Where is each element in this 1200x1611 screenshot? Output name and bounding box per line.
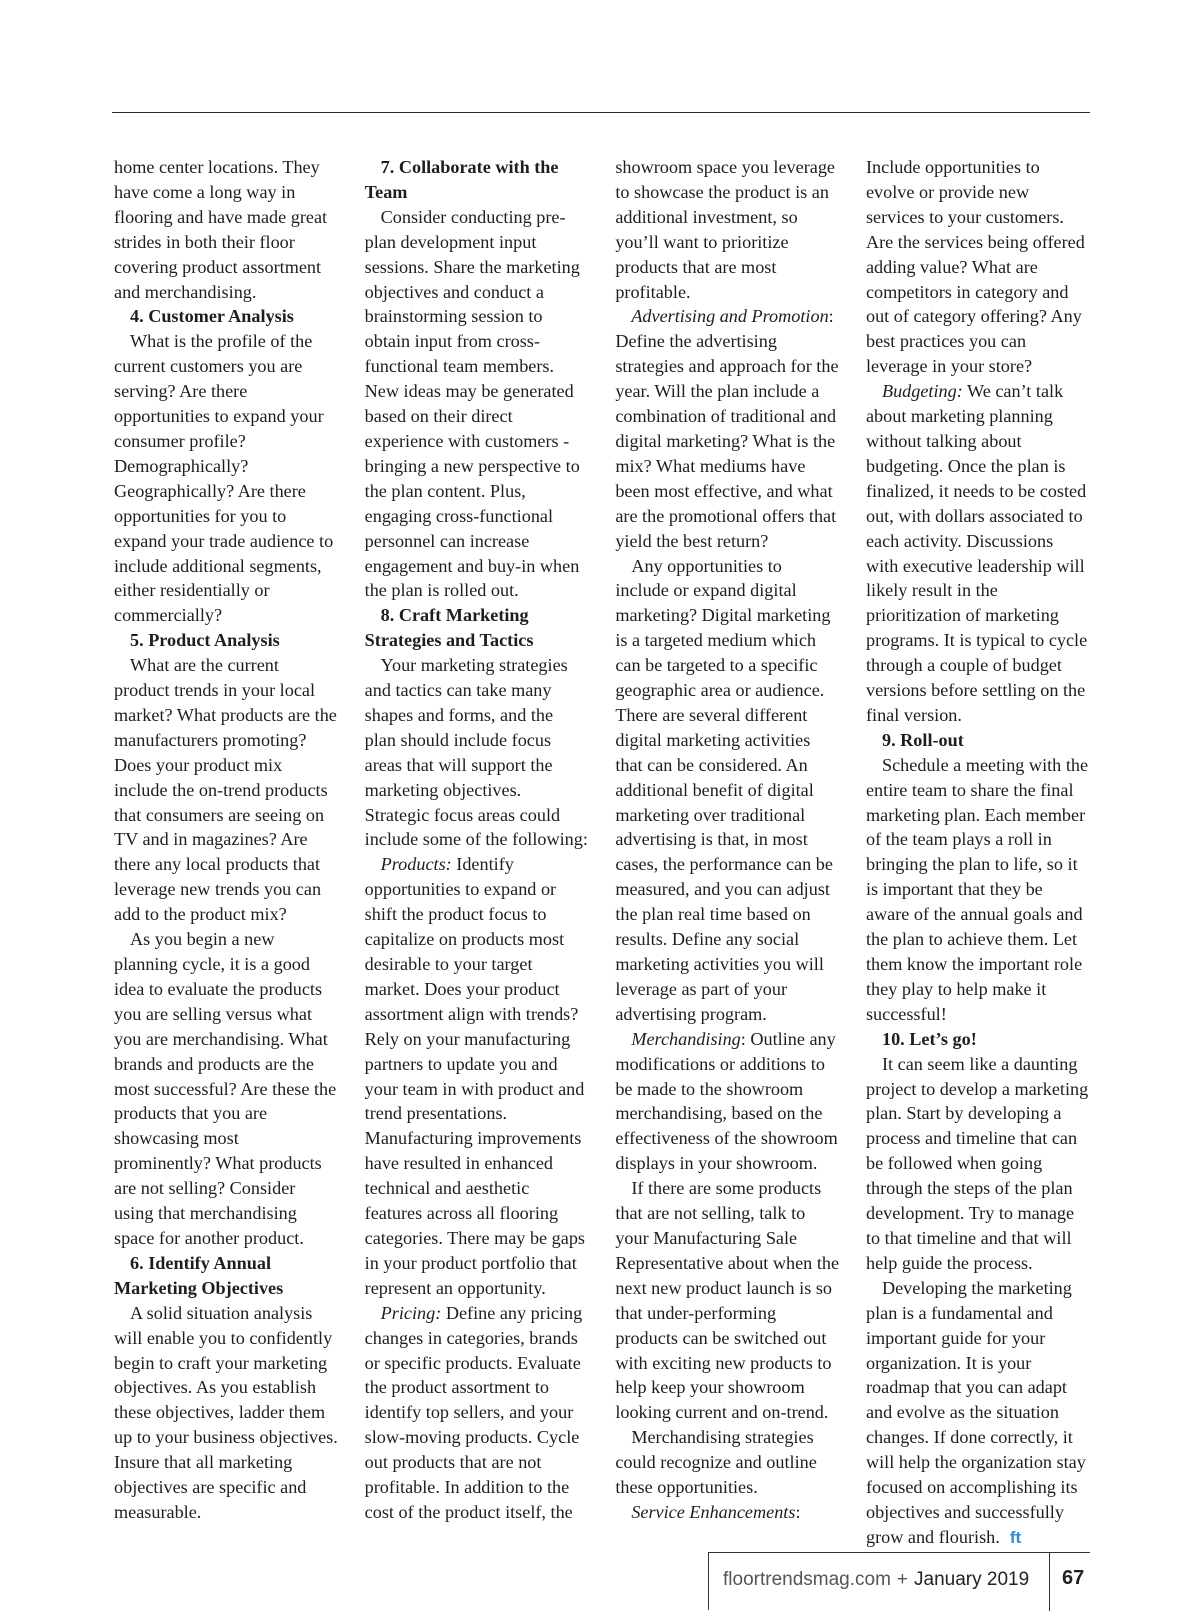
paragraph-text: : Outline any modifications or additions to be made to the showroom merchandising, based on the effectiveness of the showroom displays in your showroom.: [615, 1028, 838, 1174]
body-paragraph: [365, 653, 589, 852]
paragraph-text: What is the profile of the current customers you are serving? Are there opportunities to expand your consumer profile? Demographically? Geographically? Are there opportunities for you to expand your trade audience to include additional segments, either residentially or commercially?: [114, 331, 334, 626]
section-heading: 7. Collaborate with the Team: [364, 157, 559, 202]
body-paragraph: [114, 329, 338, 628]
paragraph-text: Merchandising strategies could recognize and outline these opportunities.: [615, 1427, 817, 1498]
lead-in: Service Enhancements: [631, 1501, 796, 1522]
paragraph-text: Schedule a meeting with the entire team to share the final marketing plan. Each member of the team plays a roll in bringing the plan to life, so it is important that they be aware of the annual goals and the plan to achieve them. Let them know the important role they play to help make it successful!: [865, 754, 1089, 1024]
body-paragraph: [615, 155, 839, 304]
footer-date: January 2019: [914, 1569, 1030, 1590]
paragraph-text: Your marketing strategies and tactics can take many shapes and forms, and the plan should include focus areas that will support the marketing objectives. Strategic focus areas could include some of the following:: [364, 655, 588, 850]
body-paragraph: [114, 653, 338, 927]
section-heading: 9. Roll-out: [881, 729, 964, 750]
paragraph-text: It can seem like a daunting project to develop a marketing plan. Start by developing a process and timeline that can be followed when going through the steps of the plan development. Try to manage to that timeline and that will help guide the process.: [865, 1053, 1089, 1273]
body-paragraph: [365, 205, 589, 604]
paragraph-text: Consider conducting pre-plan development input sessions. Share the marketing objectives and conduct a brainstorming session to obtain input from cross-functional team members. New ideas may be generated based on their direct experience with customers - bringing a new perspective to the plan content. Plus, engaging cross-functional personnel can increase engagement and buy-in when the plan is rolled out.: [364, 206, 580, 601]
paragraph-text: We can’t talk about marketing planning without talking about budgeting. Once the plan is finalized, it needs to be costed out, with dollars associated to each activity. Discussions with executive leadership will likely result in the prioritization of marketing programs. It is typical to cycle through a couple of budget versions before settling on the final version.: [865, 381, 1088, 725]
body-paragraph: [615, 304, 839, 553]
footer-site: floortrendsmag.com: [723, 1569, 891, 1590]
page-footer: [708, 1552, 1090, 1610]
footer-separator: +: [896, 1569, 909, 1590]
paragraph-text: Any opportunities to include or expand digital marketing? Digital marketing is a targeted medium which can be targeted to a specific geographic area or audience. There are several different digital marketing activities that can be considered. An additional benefit of digital marketing over traditional advertising is that, in most cases, the performance can be measured, and you can adjust the plan real time based on results. Define any social marketing activities you will leverage as part of your advertising program.: [615, 555, 833, 1024]
section-heading: 10. Let’s go!: [881, 1028, 977, 1049]
section-heading: 5. Product Analysis: [130, 630, 280, 651]
section-heading: 4. Customer Analysis: [130, 306, 294, 327]
paragraph-text: home center locations. They have come a long way in flooring and have made great strides in both their floor covering product assortment and merchandising.: [114, 157, 328, 302]
body-paragraph: [866, 155, 1090, 379]
paragraph-text: A solid situation analysis will enable you to confidently begin to craft your marketing objectives. As you establish these objectives, ladder them up to your business objectives. Insure that all marketing objectives are specific and measurable.: [114, 1302, 338, 1522]
body-paragraph: [615, 1425, 839, 1500]
paragraph-text: Define any pricing changes in categories, brands or specific products. Evaluate the product assortment to identify top sellers, and your slow-moving products. Cycle out products that are not profitable. In addition to the cost of the product itself, the: [364, 1302, 583, 1522]
body-paragraph: [615, 1500, 839, 1525]
lead-in: Budgeting:: [881, 381, 963, 402]
body-paragraph: [114, 1301, 338, 1525]
paragraph-text: Identify opportunities to expand or shift the product focus to capitalize on products most desirable to your target market. Does your product assortment align with trends? Rely on your manufacturing partners to update you and your team in with product and trend presentations. Manufacturing improvements have resulted in enhanced technical and aesthetic features across all flooring categories. There may be gaps in your product portfolio that represent an opportunity.: [364, 854, 586, 1298]
ft-endmark-logo: ft: [1009, 1527, 1022, 1547]
body-paragraph: [866, 379, 1090, 728]
paragraph-text: :: [795, 1501, 801, 1522]
lead-in: Pricing:: [380, 1302, 442, 1323]
section-heading: 6. Identify Annual Marketing Objectives: [114, 1252, 284, 1298]
page-number: 67: [1062, 1567, 1085, 1589]
body-paragraph: [615, 1027, 839, 1176]
paragraph-text: showroom space you leverage to showcase the product is an additional investment, so you’ll want to prioritize products that are most profitable.: [615, 157, 836, 302]
paragraph-text: : Define the advertising strategies and approach for the year. Will the plan include a combination of traditional and digital marketing? What is the mix? What mediums have been most effective, and what are the promotional offers that yield the best return?: [615, 306, 839, 551]
column-3: [615, 155, 840, 1522]
column-4: [865, 155, 1090, 1547]
body-paragraph: [615, 554, 839, 1027]
paragraph-text: Developing the marketing plan is a fundamental and important guide for your organization. It is your roadmap that you can adapt and evolve as the situation changes. If done correctly, it will help the organization stay focused on accomplishing its objectives and successfully grow and flourish.: [865, 1277, 1086, 1547]
paragraph-text: Include opportunities to evolve or provide new services to your customers. Are the services being offered adding value? What are competitors in category and out of category offering? Any best practices you can leverage in your store?: [865, 157, 1085, 377]
top-rule: [112, 112, 1090, 113]
lead-in: Products:: [380, 854, 452, 875]
article-body: [114, 155, 1090, 1547]
lead-in: Advertising and Promotion: [631, 306, 829, 327]
column-1: [114, 155, 338, 1522]
paragraph-text: What are the current product trends in your local market? What products are the manufacturers promoting? Does your product mix include the on-trend products that consumers are seeing on TV and in magazines? Are there any local products that leverage new trends you can add to the product mix?: [114, 655, 337, 925]
body-paragraph: [365, 852, 589, 1300]
section-heading: 8. Craft Marketing Strategies and Tactics: [364, 605, 534, 651]
body-paragraph: [866, 1052, 1090, 1276]
lead-in: Merchandising: [631, 1028, 741, 1049]
footer-text: [723, 1569, 1029, 1591]
body-paragraph: [365, 1301, 589, 1525]
body-paragraph: [114, 155, 338, 304]
footer-divider: [1049, 1553, 1050, 1611]
body-paragraph: [866, 753, 1090, 1027]
body-paragraph: [866, 1276, 1090, 1551]
body-paragraph: [615, 1176, 839, 1425]
body-paragraph: [114, 927, 338, 1251]
column-2: [364, 155, 589, 1522]
paragraph-text: As you begin a new planning cycle, it is a good idea to evaluate the products you are selling versus what you are merchandising. What brands and products are the most successful? Are these the products that you are showcasing most prominently? What products are not selling? Consider using that merchandising space for another product.: [114, 929, 337, 1248]
paragraph-text: If there are some products that are not selling, talk to your Manufacturing Sale Representative about when the next new product launch is so that under-performing products can be switched out with exciting new products to help keep your showroom looking current and on-trend.: [615, 1178, 840, 1423]
